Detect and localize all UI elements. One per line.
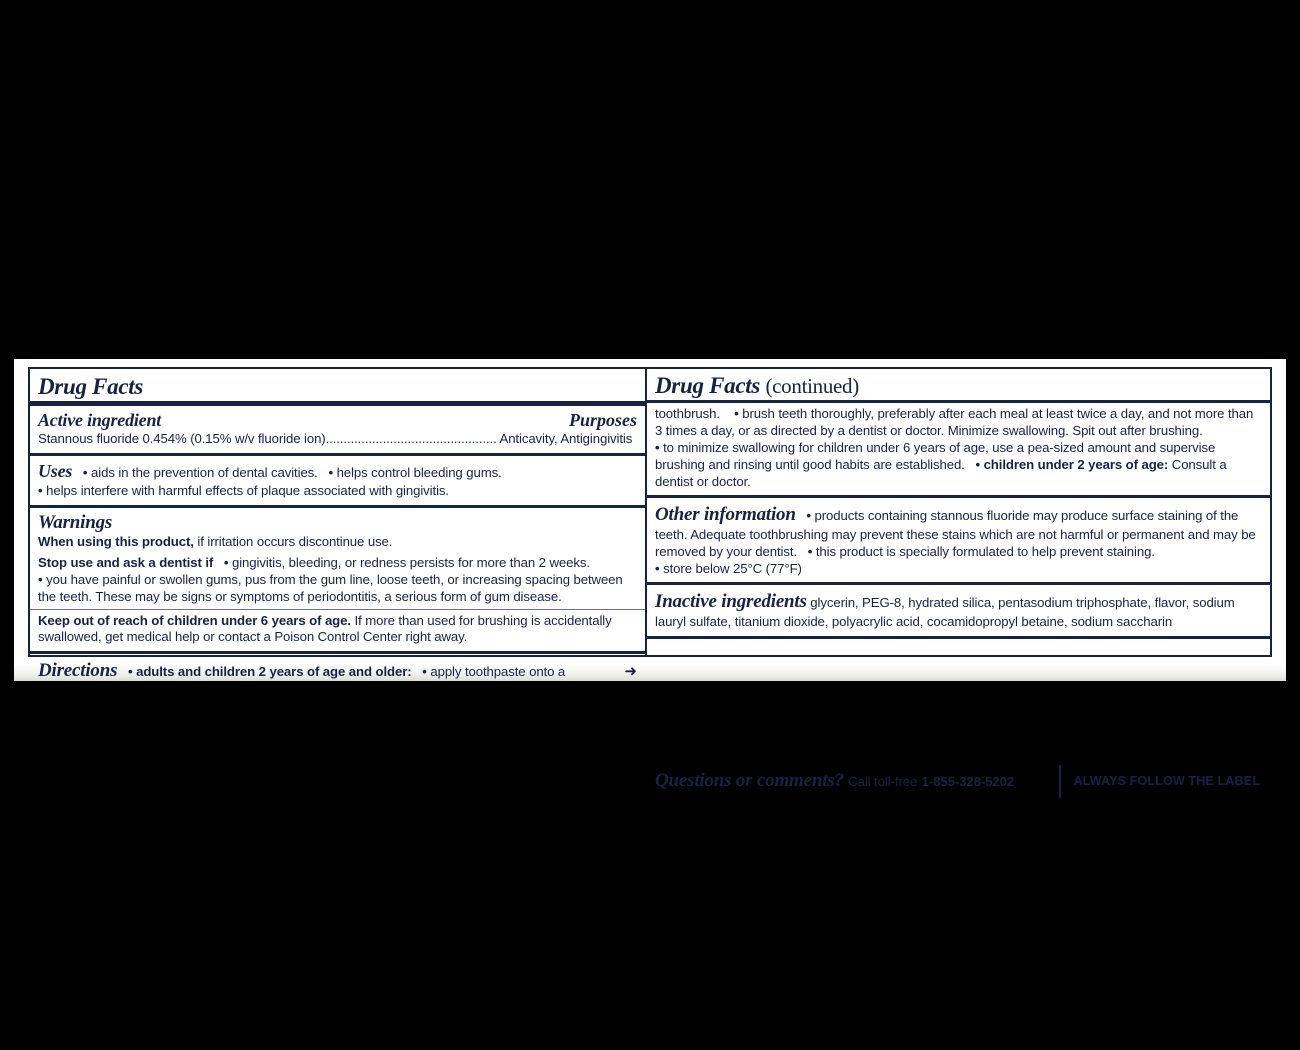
uses-item-2: helps control bleeding gums. bbox=[336, 465, 502, 481]
uses-second-line bbox=[38, 483, 637, 500]
stop-use-line-1 bbox=[38, 555, 637, 572]
bullet-icon: • bbox=[799, 507, 811, 523]
other-information-heading: Other information bbox=[655, 503, 796, 525]
bullet-icon: • bbox=[120, 664, 133, 680]
uses-item-1: aids in the prevention of dental cavities. bbox=[91, 465, 318, 481]
keep-out-rest: If more than used for brushing is accidentally swallowed, get medical help or contact a Poison Control Center right away. bbox=[38, 612, 612, 645]
carton-panel bbox=[14, 359, 1286, 792]
directions-continued-line-2 bbox=[655, 440, 1262, 491]
uses-first-line bbox=[38, 460, 637, 483]
directions-text bbox=[38, 659, 565, 683]
warnings-heading: Warnings bbox=[38, 511, 113, 533]
bullet-icon: • bbox=[723, 406, 739, 422]
questions-left bbox=[647, 765, 1061, 798]
inactive-ingredients-text: glycerin, PEG-8, hydrated silica, pentasodium triphosphate, flavor, sodium lauryl sulfate, titanium dioxide, polyacrylic acid, cocamidopropyl betaine, sodium saccharin bbox=[655, 594, 1235, 629]
directions-continued-section bbox=[647, 403, 1270, 497]
directions-item-1: adults and children 2 years of age and older: bbox=[136, 664, 412, 680]
continuation-arrow-icon: ➜ bbox=[624, 662, 637, 680]
directions-item-2: apply toothpaste onto a bbox=[430, 664, 566, 680]
stop-use-line-2 bbox=[38, 572, 637, 606]
keep-out-bold: Keep out of reach of children under 6 years of age. bbox=[38, 612, 351, 628]
active-ingredient-section bbox=[30, 406, 645, 456]
directions-continued-item-1: brush teeth thoroughly, preferably after each meal at least twice a day, and not more than 3 times a day, or as directed by a dentist or doctor. Minimize swallowing. Spit out after brushing. bbox=[655, 406, 1254, 439]
stop-use-block bbox=[30, 553, 645, 610]
stop-use-item-1: gingivitis, bleeding, or redness persists for more than 2 weeks. bbox=[231, 554, 590, 570]
questions-section bbox=[647, 639, 1270, 925]
questions-heading: Questions or comments? bbox=[655, 770, 844, 792]
other-information-item-3: store below 25°C (77°F) bbox=[663, 560, 802, 576]
drug-facts-label bbox=[28, 367, 1272, 792]
directions-continued-line-1 bbox=[655, 406, 1262, 440]
bullet-icon: • bbox=[415, 664, 427, 680]
drug-facts-continued-title bbox=[647, 369, 1270, 403]
bullet-icon: • bbox=[655, 439, 660, 455]
bullet-icon: • bbox=[800, 543, 813, 559]
active-ingredient-heading-row bbox=[38, 410, 637, 431]
drug-facts-title-text: Drug Facts bbox=[38, 374, 143, 399]
bullet-icon: • bbox=[321, 465, 333, 481]
keep-out-text bbox=[38, 613, 637, 647]
other-information-item-1: products containing stannous fluoride may produce surface staining of the teeth. Adequate toothbrushing may prevent these stains which are not harmful or permanent and may be removed by your dentist. bbox=[655, 507, 1256, 559]
active-ingredient-heading: Active ingredient bbox=[38, 410, 162, 431]
when-using-rest: if irritation occurs discontinue use. bbox=[197, 533, 393, 549]
stop-use-bold: Stop use and ask a dentist if bbox=[38, 554, 214, 570]
active-ingredient-text: Stannous fluoride 0.454% (0.15% w/v fluoride ion)................................................ Anticavity, Antigingivitis bbox=[38, 431, 633, 447]
bullet-icon: • bbox=[655, 560, 660, 576]
warnings-heading-block bbox=[30, 508, 645, 553]
directions-continued-lead: toothbrush. bbox=[655, 406, 720, 422]
bullet-icon: • bbox=[75, 465, 88, 481]
purposes-heading: Purposes bbox=[568, 410, 637, 431]
directions-continued-item-2: to minimize swallowing for children under 6 years of age, use a pea-sized amount and supervise brushing and rinsing until good habits are established. bbox=[655, 439, 1216, 472]
directions-heading: Directions bbox=[38, 660, 118, 682]
inactive-ingredients-section bbox=[647, 585, 1270, 639]
stop-use-item-2: you have painful or swollen gums, pus from the gum line, loose teeth, or increasing spacing between the teeth. These may be signs or symptoms of periodontitis, a serious form of gum disease. bbox=[38, 571, 623, 604]
uses-section bbox=[30, 456, 645, 508]
questions-phone[interactable]: 1-855-328-5202 bbox=[921, 774, 1015, 790]
drug-facts-continued-title-text: Drug Facts bbox=[655, 373, 760, 398]
directions-continued-item-3-bold: children under 2 years of age: bbox=[983, 456, 1169, 472]
directions-continued-item-3-rest: Consult a dentist or doctor. bbox=[655, 456, 1227, 489]
when-using-bold: When using this product, bbox=[38, 533, 194, 549]
bullet-icon: • bbox=[968, 456, 980, 472]
questions-call-text: Call toll-free bbox=[848, 774, 918, 790]
uses-item-3: helps interfere with harmful effects of plaque associated with gingivitis. bbox=[46, 483, 449, 499]
inactive-ingredients-heading: Inactive ingredients bbox=[655, 590, 807, 612]
warnings-when-using bbox=[38, 534, 637, 551]
bullet-icon: • bbox=[216, 554, 229, 570]
inactive-ingredients-text-block bbox=[655, 590, 1262, 631]
drug-facts-left-column bbox=[30, 369, 647, 682]
bullet-icon: • bbox=[38, 571, 43, 587]
drug-facts-right-column bbox=[647, 369, 1270, 792]
drug-facts-continued-suffix: (continued) bbox=[765, 374, 859, 398]
directions-section bbox=[30, 654, 645, 689]
keep-out-of-reach-block bbox=[30, 610, 645, 655]
always-follow-label: ALWAYS FOLLOW THE LABEL bbox=[1073, 774, 1260, 789]
drug-facts-title bbox=[30, 369, 645, 406]
other-information-item-2: this product is specially formulated to help prevent staining. bbox=[815, 543, 1155, 559]
bullet-icon: • bbox=[38, 483, 43, 499]
uses-heading: Uses bbox=[38, 461, 73, 482]
other-information-section bbox=[647, 498, 1270, 585]
other-information-line-1 bbox=[655, 503, 1262, 561]
other-information-line-2 bbox=[655, 561, 1262, 578]
